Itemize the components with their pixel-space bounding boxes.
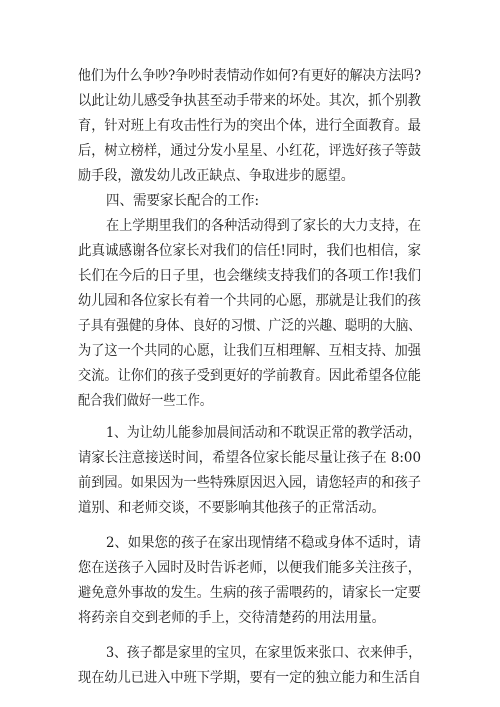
line-text: 前到园。如果因为一些特殊原因迟入园，请您轻声的和孩子 — [78, 475, 421, 491]
text-line — [78, 364, 421, 388]
text-line — [78, 239, 421, 263]
text-line — [78, 139, 421, 163]
line-text: 配合我们做好一些工作。 — [78, 393, 212, 409]
line-text: 以此让幼儿感受争执甚至动手带来的坏处。其次，抓个别教 — [78, 93, 421, 109]
line-text: 将药亲自交到老师的手上，交待清楚药的用法用量。 — [78, 610, 385, 626]
line-text: 育，针对班上有攻击性行为的突出个体，进行全面教育。最 — [78, 118, 421, 134]
text-line — [78, 89, 421, 113]
line-text: 1、为让幼儿能参加晨间活动和不耽误正常的教学活动， — [106, 425, 421, 441]
line-text: 励手段，激发幼儿改正缺点、争取进步的愿望。 — [78, 168, 354, 184]
line-text: 在上学期里我们的各种活动得到了家长的大力支持，在 — [106, 218, 421, 234]
text-line — [78, 389, 212, 413]
text-line — [106, 214, 421, 238]
line-text: 请家长注意接送时间，希望各位家长能尽量让孩子在 8:00 — [78, 450, 421, 466]
text-line — [78, 581, 421, 605]
text-line — [78, 471, 421, 495]
text-line — [78, 64, 421, 88]
line-text: 3、孩子都是家里的宝贝，在家里饭来张口、衣来伸手， — [106, 645, 421, 661]
text-line — [106, 421, 421, 445]
text-line — [78, 446, 421, 470]
line-text: 2、如果您的孩子在家出现情绪不稳或身体不适时，请 — [106, 535, 421, 551]
text-line — [78, 264, 421, 288]
text-line — [78, 339, 421, 363]
text-line — [78, 289, 421, 313]
text-line — [78, 496, 385, 520]
line-text: 后，树立榜样，通过分发小星星、小红花，评选好孩子等鼓 — [78, 143, 421, 159]
line-text: 幼儿园和各位家长有着一个共同的心愿，那就是让我们的孩 — [78, 293, 421, 309]
text-line — [78, 114, 421, 138]
line-text: 子具有强健的身体、良好的习惯、广泛的兴趣、聪明的大脑、 — [78, 318, 421, 334]
section-heading — [106, 189, 259, 213]
text-line — [78, 314, 421, 338]
line-text: 现在幼儿已进入中班下学期，要有一定的独立能力和生活自 — [78, 670, 421, 686]
line-text: 道别、和老师交谈，不要影响其他孩子的正常活动。 — [78, 500, 385, 516]
text-line — [78, 666, 421, 690]
text-line — [106, 641, 421, 665]
line-text: 交流。让你们的孩子受到更好的学前教育。因此希望各位能 — [78, 368, 421, 384]
text-line — [78, 556, 421, 580]
text-line — [78, 606, 385, 630]
line-text: 他们为什么争吵?争吵时表情动作如何?有更好的解决方法吗? — [78, 68, 421, 84]
line-text: 避免意外事故的发生。生病的孩子需喂药的，请家长一定要 — [78, 585, 421, 601]
text-line — [106, 531, 421, 555]
line-text: 为了这一个共同的心愿，让我们互相理解、互相支持、加强 — [78, 343, 421, 359]
heading-text: 四、需要家长配合的工作: — [106, 193, 259, 209]
text-line — [78, 164, 354, 188]
line-text: 长们在今后的日子里，也会继续支持我们的各项工作!我们 — [78, 268, 421, 284]
line-text: 此真诚感谢各位家长对我们的信任!同时，我们也相信，家 — [78, 243, 421, 259]
line-text: 您在送孩子入园时及时告诉老师，以便我们能多关注孩子， — [78, 560, 421, 576]
